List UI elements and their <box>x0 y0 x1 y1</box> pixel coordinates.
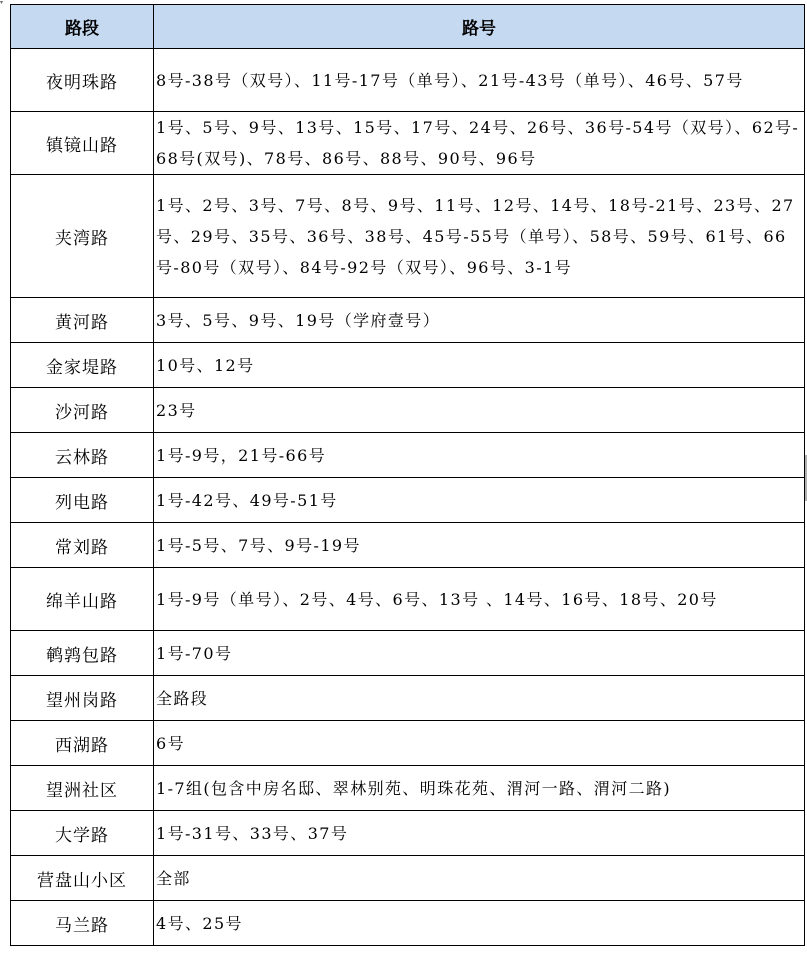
road-name: 大学路 <box>11 811 154 856</box>
road-name: 金家堤路 <box>11 343 154 388</box>
road-numbers: 1号、2号、3号、7号、8号、9号、11号、12号、14号、18号-21号、23号、27号、29号、35号、36号、38号、45号-55号（单号）、58号、59号、61号、66号-80号（双号）、84号-92号（双号）、96号、3-1号 <box>154 175 805 298</box>
road-numbers: 1号-9号，21号-66号 <box>154 433 805 478</box>
road-table-container <box>10 4 804 946</box>
road-name: 云林路 <box>11 433 154 478</box>
table-row <box>11 388 805 433</box>
road-name: 鹌鹑包路 <box>11 631 154 676</box>
road-numbers: 8号-38号（双号）、11号-17号（单号）、21号-43号（单号）、46号、57号 <box>154 49 805 112</box>
table-header-row <box>11 5 805 49</box>
road-name: 夹湾路 <box>11 175 154 298</box>
road-numbers: 3号、5号、9号、19号（学府壹号） <box>154 298 805 343</box>
table-row <box>11 478 805 523</box>
table-row <box>11 175 805 298</box>
table-row <box>11 811 805 856</box>
road-numbers: 10号、12号 <box>154 343 805 388</box>
road-numbers: 1号-31号、33号、37号 <box>154 811 805 856</box>
road-numbers: 1号、5号、9号、13号、15号、17号、24号、26号、36号-54号（双号）、62号-68号(双号)、78号、86号、88号、90号、96号 <box>154 112 805 175</box>
road-name: 黄河路 <box>11 298 154 343</box>
corner-mark-icon: ▾ <box>0 0 4 6</box>
table-row <box>11 676 805 721</box>
road-name: 镇镜山路 <box>11 112 154 175</box>
table-row <box>11 433 805 478</box>
road-name: 望洲社区 <box>11 766 154 811</box>
road-numbers: 1号-42号、49号-51号 <box>154 478 805 523</box>
road-numbers: 全部 <box>154 856 805 901</box>
road-name: 常刘路 <box>11 523 154 568</box>
road-name: 夜明珠路 <box>11 49 154 112</box>
road-name: 列电路 <box>11 478 154 523</box>
road-numbers: 6号 <box>154 721 805 766</box>
table-row <box>11 901 805 946</box>
road-name: 沙河路 <box>11 388 154 433</box>
road-numbers: 1号-5号、7号、9号-19号 <box>154 523 805 568</box>
table-row <box>11 523 805 568</box>
road-name: 营盘山小区 <box>11 856 154 901</box>
road-name: 马兰路 <box>11 901 154 946</box>
table-row <box>11 721 805 766</box>
table-row <box>11 343 805 388</box>
table-row <box>11 766 805 811</box>
table-row <box>11 856 805 901</box>
table-row <box>11 112 805 175</box>
road-numbers: 23号 <box>154 388 805 433</box>
table-row <box>11 568 805 631</box>
road-numbers: 1-7组(包含中房名邸、翠林别苑、明珠花苑、渭河一路、渭河二路) <box>154 766 805 811</box>
table-row <box>11 298 805 343</box>
header-road: 路段 <box>11 5 154 49</box>
table-row <box>11 49 805 112</box>
road-name: 绵羊山路 <box>11 568 154 631</box>
table-row <box>11 631 805 676</box>
road-numbers: 1号-70号 <box>154 631 805 676</box>
road-number-table <box>10 4 805 946</box>
road-numbers: 全路段 <box>154 676 805 721</box>
road-name: 西湖路 <box>11 721 154 766</box>
header-number: 路号 <box>154 5 805 49</box>
road-numbers: 1号-9号（单号）、2号、4号、6号、13号 、14号、16号、18号、20号 <box>154 568 805 631</box>
road-name: 望州岗路 <box>11 676 154 721</box>
road-numbers: 4号、25号 <box>154 901 805 946</box>
